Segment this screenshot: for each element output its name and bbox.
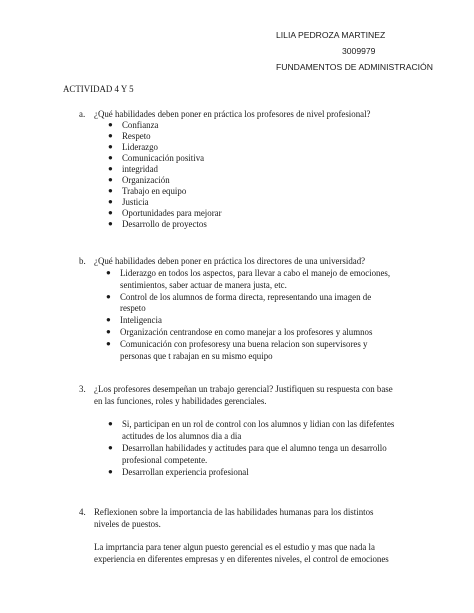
question-a-text: ¿Qué habilidades deben poner en práctica los profesores de nivel profesional? bbox=[94, 109, 371, 119]
list-item: ● Liderazgo en todos los aspectos, para llevar a cabo el manejo de emociones, bbox=[106, 268, 391, 278]
list-item: ● Organización centrandose en como manejar a los profesores y alumnos bbox=[106, 327, 373, 337]
question-3-line-1: ¿Los profesores desempeñan un trabajo gerencial? Justifiquen su respuesta con base bbox=[94, 384, 393, 394]
list-item-continuation: respeto bbox=[120, 303, 146, 313]
list-item: ● Inteligencia bbox=[106, 315, 162, 325]
list-item: ● Desarrollan habilidades y actitudes para que el alumno tenga un desarrollo bbox=[108, 443, 387, 453]
list-item: ● Trabajo en equipo bbox=[108, 186, 187, 196]
bullet-icon: ● bbox=[108, 164, 113, 173]
bullet-icon: ● bbox=[108, 186, 113, 195]
bullet-icon: ● bbox=[106, 268, 111, 277]
list-item: ● Justicia bbox=[108, 197, 149, 207]
student-id: 3009979 bbox=[342, 46, 376, 57]
question-3-marker: 3. bbox=[79, 384, 86, 394]
author-name: LILIA PEDROZA MARTINEZ bbox=[276, 30, 386, 40]
answer-4-line-1: La imprtancia para tener algun puesto gerencial es el estudio y mas que nada la bbox=[94, 542, 375, 552]
bullet-icon: ● bbox=[106, 339, 111, 348]
bullet-icon: ● bbox=[108, 443, 113, 452]
course-name: FUNDAMENTOS DE ADMINISTRACIÓN bbox=[276, 62, 433, 73]
bullet-icon: ● bbox=[108, 120, 113, 129]
list-item: ● Control de los alumnos de forma directa, representando una imagen de bbox=[106, 292, 372, 302]
question-a-marker: a. bbox=[79, 109, 86, 119]
bullet-icon: ● bbox=[106, 315, 111, 324]
bullet-icon: ● bbox=[108, 153, 113, 162]
list-item: ● Liderazgo bbox=[108, 142, 158, 152]
question-4-marker: 4. bbox=[79, 507, 86, 517]
list-item-continuation: sentimientos, saber actuar de manera justa, etc. bbox=[120, 280, 287, 290]
question-b-text: ¿Qué habilidades deben poner en práctica los directores de una universidad? bbox=[94, 256, 366, 266]
list-item-continuation: actitudes de los alumnos dia a dia bbox=[122, 431, 242, 441]
bullet-icon: ● bbox=[108, 131, 113, 140]
bullet-icon: ● bbox=[108, 467, 113, 476]
list-item: ● Oportunidades para mejorar bbox=[108, 208, 222, 218]
list-item-continuation: personas que t rabajan en su mismo equipo bbox=[120, 351, 273, 361]
bullet-icon: ● bbox=[108, 142, 113, 151]
document-title: ACTIVIDAD 4 Y 5 bbox=[63, 84, 134, 94]
bullet-icon: ● bbox=[108, 208, 113, 217]
list-item: ● Comunicación positiva bbox=[108, 153, 205, 163]
question-4-line-2: niveles de puestos. bbox=[94, 519, 161, 529]
bullet-icon: ● bbox=[108, 219, 113, 228]
bullet-icon: ● bbox=[108, 197, 113, 206]
question-4-line-1: Reflexionen sobre la importancia de las habilidades humanas para los distintos bbox=[94, 507, 374, 517]
bullet-icon: ● bbox=[108, 175, 113, 184]
list-item: ● Organización bbox=[108, 175, 170, 185]
list-item: ● Desarrollo de proyectos bbox=[108, 219, 207, 229]
list-item: ● Respeto bbox=[108, 131, 151, 141]
document-header bbox=[276, 27, 466, 76]
list-item-continuation: profesional competente. bbox=[122, 455, 208, 465]
bullet-icon: ● bbox=[108, 419, 113, 428]
answer-4-line-2: experiencia en diferentes empresas y en diferentes niveles, el control de emociones bbox=[94, 554, 389, 564]
list-item: ● Si, participan en un rol de control con los alumnos y lidian con las difefentes bbox=[108, 419, 395, 429]
list-item: ● integridad bbox=[108, 164, 158, 174]
question-3-line-2: en las funciones, roles y habilidades gerenciales. bbox=[94, 396, 267, 406]
question-b-marker: b. bbox=[79, 256, 86, 266]
list-item: ● Confianza bbox=[108, 120, 159, 130]
bullet-icon: ● bbox=[106, 327, 111, 336]
list-item: ● Desarrollan experiencia profesional bbox=[108, 467, 249, 477]
bullet-icon: ● bbox=[106, 292, 111, 301]
list-item: ● Comunicación con profesoresy una buena relacion son supervisores y bbox=[106, 339, 368, 349]
